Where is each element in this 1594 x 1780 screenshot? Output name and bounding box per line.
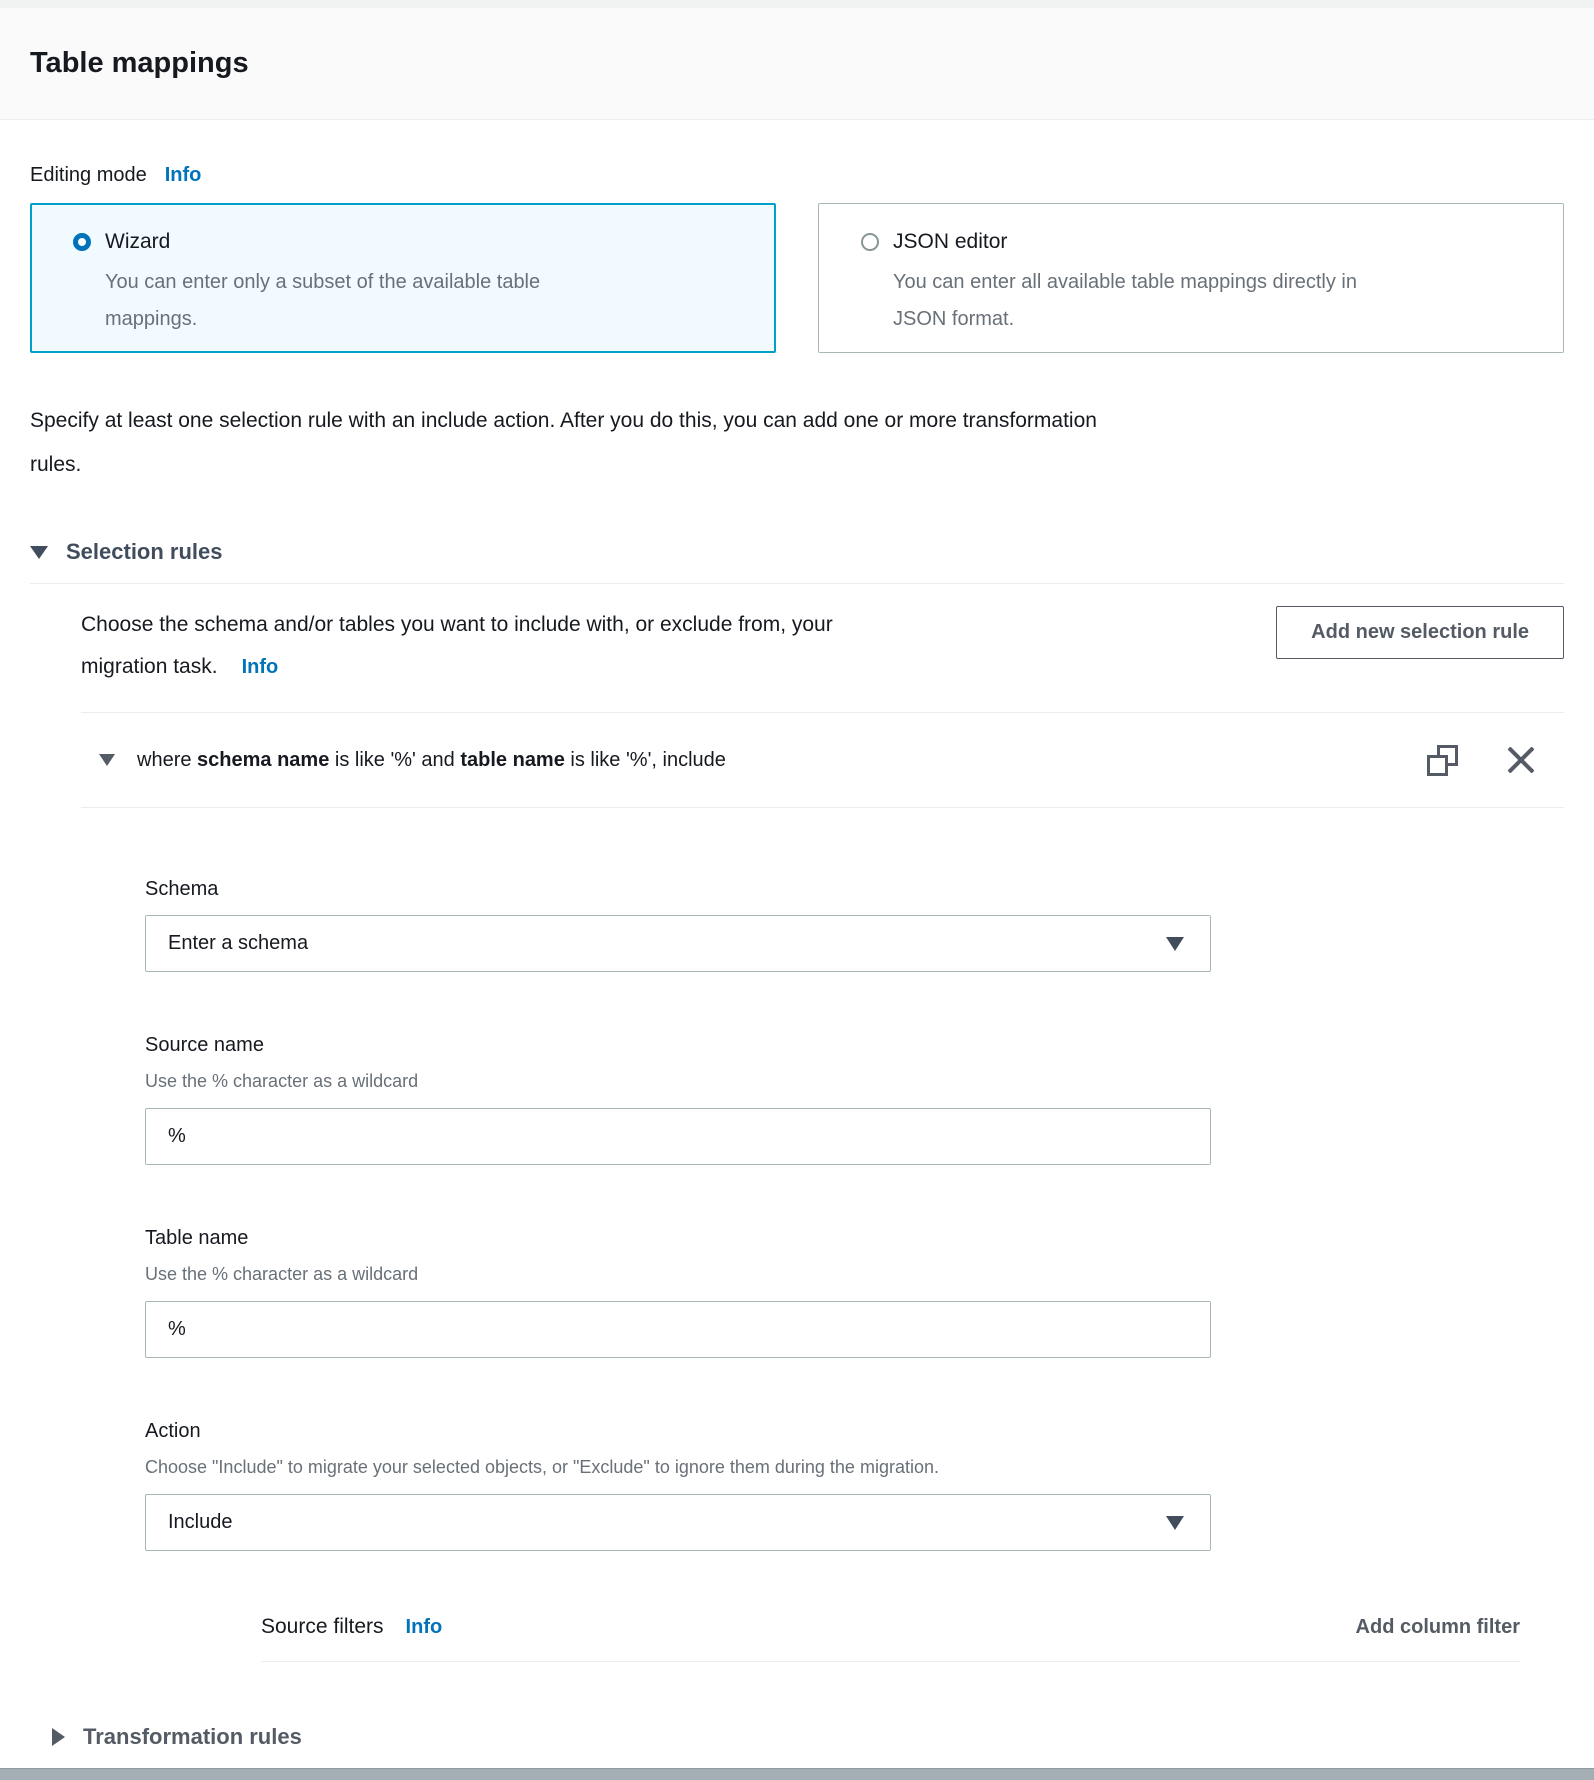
wizard-option-label: Wizard [105, 230, 171, 253]
editing-mode-info-link[interactable]: Info [164, 164, 202, 186]
editing-mode-option-json-editor[interactable] [818, 203, 1564, 353]
top-strip [0, 0, 1594, 8]
schema-select[interactable] [145, 915, 1211, 972]
wizard-description-line2: mappings. [105, 308, 198, 330]
wizard-description-line1: You can enter only a subset of the available table [105, 271, 541, 293]
json-editor-description-line1: You can enter all available table mappings directly in [893, 271, 1357, 293]
transformation-rules-title: Transformation rules [83, 1724, 302, 1749]
selection-rule-form [145, 878, 1211, 1551]
action-field-group [145, 1420, 1211, 1551]
selection-rules-divider [30, 583, 1564, 584]
chevron-down-icon [30, 546, 48, 559]
rule-bottom-divider [81, 807, 1564, 808]
schema-field-group [145, 878, 1211, 972]
json-editor-radio-unchecked-icon[interactable] [861, 233, 879, 251]
add-new-selection-rule-button[interactable]: Add new selection rule [1276, 606, 1564, 659]
source-name-input[interactable] [145, 1108, 1211, 1165]
table-name-helper: Use the % character as a wildcard [145, 1264, 419, 1284]
selection-rule-actions [1427, 745, 1536, 776]
selection-rules-description-line2: migration task. Info [81, 655, 279, 678]
source-filters-title: Source filters [261, 1615, 384, 1638]
schema-select-value: Enter a schema [168, 932, 309, 954]
editing-mode-label: Editing mode [30, 164, 147, 186]
table-name-field-group [145, 1227, 1211, 1358]
selection-rule-summary-text: where schema name is like '%' and table name is like '%', include [137, 748, 726, 771]
json-editor-option-label: JSON editor [893, 230, 1008, 253]
table-mappings-panel [0, 164, 1594, 1750]
json-editor-option-description [893, 264, 1539, 338]
editing-mode-options [30, 203, 1564, 353]
selection-rules-description [81, 604, 833, 688]
action-helper: Choose "Include" to migrate your selected objects, or "Exclude" to ignore them during the migration. [145, 1457, 939, 1477]
duplicate-rule-icon[interactable] [1427, 745, 1458, 776]
editing-mode-row [30, 164, 1564, 187]
rule-schema-name-bold: schema name [197, 748, 330, 771]
add-column-filter-button[interactable]: Add column filter [1355, 1615, 1520, 1638]
table-name-label: Table name [145, 1227, 249, 1249]
wizard-option-description [105, 264, 751, 338]
selection-rule-header [81, 713, 1564, 807]
source-filters-title-row [261, 1615, 442, 1639]
source-filters-header [261, 1615, 1520, 1639]
selection-rules-content [81, 604, 1564, 1662]
action-select-value: Include [168, 1511, 233, 1533]
table-name-input[interactable] [145, 1301, 1211, 1358]
transformation-rules-section-header[interactable] [52, 1724, 1564, 1750]
selection-rules-section-header[interactable] [30, 539, 1564, 565]
source-filters-info-link[interactable]: Info [405, 1616, 443, 1638]
schema-label: Schema [145, 878, 219, 900]
selection-rules-info-link[interactable]: Info [241, 656, 279, 678]
wizard-radio-checked-icon[interactable] [73, 233, 91, 251]
json-editor-description-line2: JSON format. [893, 308, 1015, 330]
intro-line1: Specify at least one selection rule with an include action. After you do this, you can add one or more transformation [30, 409, 1097, 432]
selection-rules-description-line1: Choose the schema and/or tables you want to include with, or exclude from, your [81, 613, 833, 636]
page-title: Table mappings [30, 47, 249, 79]
source-name-helper: Use the % character as a wildcard [145, 1071, 419, 1091]
selection-rule-summary[interactable] [81, 749, 726, 772]
intro-paragraph [30, 399, 1564, 487]
rule-table-name-bold: table name [460, 748, 565, 771]
json-editor-option-head [861, 230, 1539, 254]
schema-select-caret-icon [1166, 937, 1184, 951]
action-select-caret-icon [1166, 1516, 1184, 1530]
copy-icon-front-square [1427, 755, 1448, 776]
remove-rule-icon[interactable] [1506, 745, 1536, 775]
source-name-field-group [145, 1034, 1211, 1165]
chevron-right-icon [52, 1728, 65, 1746]
action-label: Action [145, 1420, 201, 1442]
intro-line2: rules. [30, 453, 82, 476]
source-name-label: Source name [145, 1034, 264, 1056]
wizard-option-head [73, 230, 751, 254]
page-header [0, 8, 1594, 120]
bottom-scrollbar[interactable] [0, 1768, 1594, 1780]
rule-chevron-down-icon [99, 754, 115, 766]
editing-mode-option-wizard[interactable] [30, 203, 776, 353]
source-filters-divider [261, 1661, 1520, 1662]
selection-rules-title: Selection rules [66, 539, 223, 564]
action-select[interactable] [145, 1494, 1211, 1551]
selection-rules-toolbar [81, 604, 1564, 688]
